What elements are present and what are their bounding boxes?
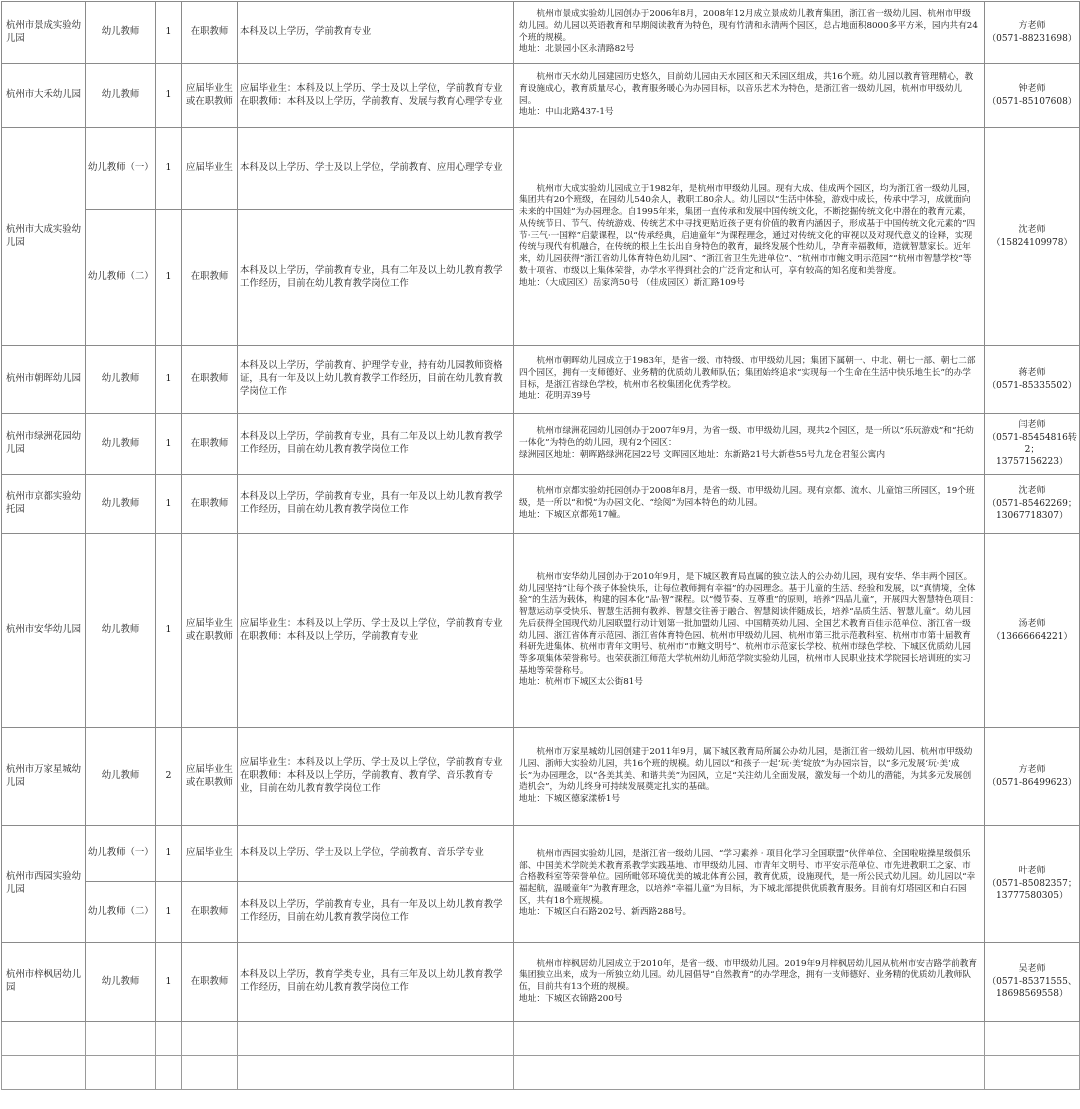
table-row [2, 2, 1080, 64]
empty-cell [156, 1022, 182, 1056]
requirements-cell: 本科及以上学历，学前教育专业，具有二年及以上幼儿教育教学工作经历，目前在幼儿教育教学岗位工作 [238, 210, 514, 346]
requirements-cell: 本科及以上学历，教育学类专业，具有三年及以上幼儿教育教学工作经历，目前在幼儿教育教学岗位工作 [238, 943, 514, 1022]
contact-cell [985, 728, 1080, 826]
recruitment-table [1, 1, 1080, 1090]
contact-line: （0571-85462269； [987, 498, 1077, 509]
table-row [2, 826, 1080, 882]
requirements-cell: 本科及以上学历，学前教育专业，具有一年及以上幼儿教育教学工作经历，目前在幼儿教育教学岗位工作 [238, 475, 514, 534]
address-text: 地址：杭州市下城区太公街81号 [519, 677, 643, 688]
contact-line: 钟老师 [1018, 84, 1046, 95]
school-name-cell: 杭州市万家星城幼儿园 [2, 728, 86, 826]
position-title-cell: 幼儿教师（一） [86, 826, 156, 882]
school-intro-cell [514, 943, 985, 1022]
school-intro-cell [514, 826, 985, 943]
school-name-cell: 杭州市安华幼儿园 [2, 534, 86, 728]
empty-cell [182, 1022, 238, 1056]
contact-line: （13666664221） [991, 631, 1073, 642]
contact-cell [985, 414, 1080, 475]
intro-text: 杭州市万家星城幼儿园创建于2011年9月，属下城区教育局所属公办幼儿园，是浙江省一级幼儿园、杭州市甲级幼儿园、浙师大实验幼儿园，共16个班的规模。幼儿园以“和孩子一起‘玩·美’绽放”为办园宗旨，以“多元发展‘玩·美’成长”为办园理念，以“各美其美、和谐共美”为园风，立足“关注幼儿全面发展，激发每一个幼儿的潜能，为其多元发展创造机会”，为幼儿终身可持续发展奠定扎实的基础。 [519, 747, 973, 793]
position-count-cell: 1 [156, 128, 182, 210]
school-intro-cell [514, 346, 985, 414]
intro-text: 杭州市西园实验幼儿园，是浙江省一级幼儿园、“学习素养 · 项目化学习全国联盟”伙伴单位、全国啦啦操星级俱乐部、中国美术学院美术教育系教学实践基地、市甲级幼儿园、市青年文明号、市平安示范单位、市先进教职工之家、市合格教科室等荣誉单位。园所毗邻环境优美的城北体育公园，教育优质，设施现代，是一所公民式幼儿园。幼儿园以“幸福起航，温暖童年”为教育理念，以培养“幸福儿童”为目标，为下城北部提供优质教育服务。目前有灯塔园区和白石园区，共有18个班规模。 [519, 848, 976, 906]
candidate-type-cell: 应届毕业生 [182, 826, 238, 882]
empty-table-row [2, 1056, 1080, 1090]
contact-line: （0571-86499623） [987, 777, 1077, 788]
requirements-cell: 本科及以上学历，学前教育专业，具有一年及以上幼儿教育教学工作经历，目前在幼儿教育教学岗位工作 [238, 882, 514, 943]
contact-line: （0571-88231698） [987, 33, 1077, 44]
requirements-cell: 本科及以上学历、学士及以上学位，学前教育、应用心理学专业 [238, 128, 514, 210]
school-intro-cell [514, 2, 985, 64]
contact-cell [985, 534, 1080, 728]
school-name-cell: 杭州市大成实验幼儿园 [2, 128, 86, 346]
candidate-type-cell: 应届毕业生或在职教师 [182, 534, 238, 728]
table-row [2, 414, 1080, 475]
contact-line: 方老师 [1018, 765, 1046, 776]
contact-line: （0571-85371555、 [987, 976, 1077, 987]
address-text: 地址：中山北路437-1号 [519, 107, 614, 118]
school-intro-cell [514, 728, 985, 826]
contact-line: 13067718307） [996, 511, 1068, 522]
empty-cell [156, 1056, 182, 1090]
school-intro-cell [514, 534, 985, 728]
school-intro-cell [514, 475, 985, 534]
position-title-cell: 幼儿教师 [86, 728, 156, 826]
contact-line: 方老师 [1018, 21, 1046, 32]
table-row [2, 346, 1080, 414]
table-row [2, 128, 1080, 210]
contact-line: 闫老师 [1018, 420, 1046, 431]
candidate-type-cell: 在职教师 [182, 210, 238, 346]
candidate-type-cell: 应届毕业生 [182, 128, 238, 210]
position-count-cell: 1 [156, 2, 182, 64]
table-row [2, 534, 1080, 728]
school-intro-cell [514, 64, 985, 128]
position-count-cell: 1 [156, 882, 182, 943]
table-row [2, 943, 1080, 1022]
contact-line: 吴老师 [1018, 964, 1046, 975]
candidate-type-cell: 在职教师 [182, 2, 238, 64]
contact-line: 13757156223） [996, 457, 1068, 468]
requirements-cell: 本科及以上学历，学前教育专业 [238, 2, 514, 64]
position-title-cell: 幼儿教师（二） [86, 882, 156, 943]
contact-line: 13777580305） [996, 891, 1068, 902]
school-intro-cell [514, 128, 985, 346]
contact-line: 叶老师 [1018, 866, 1046, 877]
position-title-cell: 幼儿教师 [86, 346, 156, 414]
school-intro-cell [514, 414, 985, 475]
empty-cell [514, 1056, 985, 1090]
school-name-cell: 杭州市朝晖幼儿园 [2, 346, 86, 414]
candidate-type-cell: 应届毕业生或在职教师 [182, 728, 238, 826]
contact-cell [985, 826, 1080, 943]
position-title-cell: 幼儿教师（一） [86, 128, 156, 210]
position-count-cell: 1 [156, 943, 182, 1022]
contact-cell [985, 346, 1080, 414]
contact-line: （0571-85454816转2； [987, 432, 1077, 455]
candidate-type-cell: 在职教师 [182, 475, 238, 534]
address-text: 绿洲园区地址：朝晖路绿洲花园22号 文晖园区地址：东新路21号大新巷55号九龙仓君玺公寓内 [519, 449, 886, 460]
position-title-cell: 幼儿教师 [86, 534, 156, 728]
school-name-cell: 杭州市梓枫居幼儿园 [2, 943, 86, 1022]
candidate-type-cell: 在职教师 [182, 882, 238, 943]
requirements-cell: 应届毕业生：本科及以上学历、学士及以上学位，学前教育专业在职教师：本科及以上学历，学前教育专业 [238, 534, 514, 728]
position-title-cell: 幼儿教师 [86, 475, 156, 534]
contact-cell [985, 64, 1080, 128]
requirements-cell: 本科及以上学历，学前教育专业，具有二年及以上幼儿教育教学工作经历，目前在幼儿教育教学岗位工作 [238, 414, 514, 475]
position-count-cell: 1 [156, 475, 182, 534]
position-title-cell: 幼儿教师（二） [86, 210, 156, 346]
position-count-cell: 1 [156, 64, 182, 128]
address-text: 地址：下城区白石路202号、新西路288号。 [519, 907, 692, 918]
contact-line: 沈老师（15824109978） [991, 225, 1073, 248]
intro-text: 杭州市朝晖幼儿园成立于1983年，是省一级、市特级、市甲级幼儿园；集团下属朝一、中北、朝七一部、朝七二部四个园区，拥有一支师德好、业务精的优质幼儿教师队伍；集团始终追求“实现每一个生命在生活中快乐地生长”的办学目标，是浙江省绿色学校，杭州市名校集团化优秀学校。 [519, 356, 976, 390]
contact-cell [985, 128, 1080, 346]
address-text: 地址：下城区衣锦路200号 [519, 993, 623, 1004]
intro-text: 杭州市梓枫居幼儿园成立于2010年，是省一级、市甲级幼儿园。2019年9月梓枫居幼儿园从杭州市安吉路学前教育集团独立出来，成为一所独立幼儿园。幼儿园倡导“自然教育”的办学理念，拥有一支师德好、业务精的优质幼儿教师队伍，目前共有13个班的规模。 [519, 958, 978, 992]
empty-cell [985, 1056, 1080, 1090]
contact-line: 18698569558） [996, 989, 1068, 1000]
contact-cell [985, 943, 1080, 1022]
position-title-cell: 幼儿教师 [86, 2, 156, 64]
address-text: 地址：北景园小区永清路82号 [519, 44, 635, 55]
empty-cell [2, 1022, 86, 1056]
intro-text: 杭州市京都实验幼托园创办于2008年8月，是省一级、市甲级幼儿园。现有京都、流水、儿童馆三所园区，19个班级，是一所以“和悦”为办园文化、“绘阅”为园本特色的幼儿园。 [519, 486, 975, 509]
candidate-type-cell: 在职教师 [182, 943, 238, 1022]
address-text: 地址：（大成园区）岳家湾50号 （佳成园区）新汇路109号 [519, 277, 745, 288]
contact-line: （0571-85335502） [987, 380, 1077, 391]
contact-line: （0571-85107608） [987, 96, 1077, 107]
candidate-type-cell: 在职教师 [182, 346, 238, 414]
empty-cell [86, 1056, 156, 1090]
requirements-cell: 应届毕业生：本科及以上学历、学士及以上学位，学前教育专业在职教师：本科及以上学历，学前教育、教育学、音乐教育专业，目前在幼儿教育教学岗位工作 [238, 728, 514, 826]
empty-cell [238, 1022, 514, 1056]
contact-line: 汤老师 [1018, 619, 1046, 630]
position-count-cell: 1 [156, 210, 182, 346]
school-name-cell: 杭州市西园实验幼儿园 [2, 826, 86, 943]
position-title-cell: 幼儿教师 [86, 64, 156, 128]
table-row [2, 728, 1080, 826]
contact-cell [985, 2, 1080, 64]
empty-table-row [2, 1022, 1080, 1056]
requirements-cell: 本科及以上学历、学士及以上学位，学前教育、音乐学专业 [238, 826, 514, 882]
contact-line: （0571-85082357； [987, 878, 1077, 889]
contact-line: 蒋老师 [1018, 368, 1046, 379]
school-name-cell: 杭州市京都实验幼托园 [2, 475, 86, 534]
position-count-cell: 2 [156, 728, 182, 826]
intro-text: 杭州市天水幼儿园建园历史悠久，目前幼儿园由天水园区和天禾园区组成，共16个班。幼儿园以教育管理精心，教育设施成心，教育质量尽心，教育服务暖心为办园目标，以音乐艺术为特色，是浙江省一级幼儿园，杭州市甲级幼儿园。 [519, 72, 974, 106]
empty-cell [2, 1056, 86, 1090]
requirements-cell: 本科及以上学历，学前教育、护理学专业，持有幼儿园教师资格证，具有一年及以上幼儿教育教学工作经历，目前在幼儿教育教学岗位工作 [238, 346, 514, 414]
empty-cell [238, 1056, 514, 1090]
empty-cell [514, 1022, 985, 1056]
contact-cell [985, 475, 1080, 534]
empty-cell [985, 1022, 1080, 1056]
position-title-cell: 幼儿教师 [86, 414, 156, 475]
empty-cell [182, 1056, 238, 1090]
position-count-cell: 1 [156, 826, 182, 882]
position-count-cell: 1 [156, 534, 182, 728]
contact-line: 沈老师 [1018, 486, 1046, 497]
candidate-type-cell: 应届毕业生或在职教师 [182, 64, 238, 128]
school-name-cell: 杭州市景成实验幼儿园 [2, 2, 86, 64]
intro-text: 杭州市景成实验幼儿园创办于2006年8月，2008年12月成立景成幼儿教育集团，浙江省一级幼儿园、杭州市甲级幼儿园。幼儿园以英语教育和早期阅读教育为特色，现有竹清和永清两个园区，总占地面积8000多平方米，园内共有24个班的规模。 [519, 9, 978, 43]
table-row [2, 475, 1080, 534]
table-row [2, 64, 1080, 128]
intro-text: 杭州市大成实验幼儿园成立于1982年，是杭州市甲级幼儿园。现有大成、佳成两个园区，均为浙江省一级幼儿园，集团共有20个班级，在园幼儿540余人，教职工80余人。幼儿园以“生活中体验，游戏中成长，传承中学习，成就面向未来的中国娃”为办园理念。自1995年来，集团一直传承和发展中国传统文化，不断挖掘传统文化中潜在的教育元素，从传统节日、节气、传统游戏、传统艺术中寻找更贴近孩子更有价值的教育内涵因子，形成基于中国传统文化元素的“四节·三气·一国粹”启蒙课程，以“传承经典，启迪童年”为课程理念，通过对传统文化的审视以及对现代意义的诠释，实现传统与现代有机融合，在传统的根上生长出自身特色的教育，最终发展个性幼儿，孕育幸福教师，造就智慧家长。近年来，幼儿园获得“浙江省幼儿体育特色幼儿园”、“浙江省卫生先进单位”、“杭州市市鲍文明示范园”“杭州市智慧学校”等数十项省、市级以上集体荣誉，办学水平得到社会的广泛肯定和认可，享有较高的知名度和美誉度。 [519, 183, 976, 276]
school-name-cell: 杭州市绿洲花园幼儿园 [2, 414, 86, 475]
address-text: 地址：下城区德家漾桥1号 [519, 794, 621, 805]
candidate-type-cell: 在职教师 [182, 414, 238, 475]
empty-cell [86, 1022, 156, 1056]
intro-text: 杭州市安华幼儿园创办于2010年9月，是下城区教育局直属的独立法人的公办幼儿园，现有安华、华丰两个园区。幼儿园坚持“让每个孩子体验快乐，让每位教师拥有幸福”的办园理念。基于儿童的生活、经验和发展，以“真情境，全体验”的生活为载体，构建的园本化“品·智”课程。以“慢节奏、互尊重”的原则，培养“四品儿童”，开展四大智慧特色项目：智慧运动享受快乐、智慧生活拥有教养、智慧交往善于融合、智慧阅读伴随成长，培养“品质生活、智慧儿童”。幼儿园先后获得全国现代幼儿园联盟行动计划第一批加盟幼儿园、中国精英幼儿园、全国艺术教育百佳示范单位、浙江省一级幼儿园、浙江省体育示范园、浙江省体育特色园、杭州市甲级幼儿园、杭州市第三批示范教科室、杭州市市第十届教育科研先进集体、杭州市青年文明号、杭州市“市鲍文明号”、杭州市示范家长学校、杭州市绿色学校、下城区优质幼儿园等多项集体荣誉称号。也荣获浙江师范大学杭州幼儿师范学院实验幼儿园，杭州市人民职业技术学院园长培训班的实习基地等荣誉称号。 [519, 571, 979, 676]
position-title-cell: 幼儿教师 [86, 943, 156, 1022]
address-text: 地址：下城区京都苑17幢。 [519, 509, 626, 520]
intro-text: 杭州市绿洲花园幼儿园创办于2007年9月，为省一级、市甲级幼儿园，现共2个园区，是一所以“乐玩游戏”和“托幼一体化”为特色的幼儿园，现有2个园区： [519, 426, 974, 449]
school-name-cell: 杭州市大禾幼儿园 [2, 64, 86, 128]
requirements-cell: 应届毕业生：本科及以上学历、学士及以上学位，学前教育专业在职教师：本科及以上学历，学前教育、发展与教育心理学专业 [238, 64, 514, 128]
address-text: 地址：花明弄39号 [519, 391, 591, 402]
position-count-cell: 1 [156, 414, 182, 475]
position-count-cell: 1 [156, 346, 182, 414]
